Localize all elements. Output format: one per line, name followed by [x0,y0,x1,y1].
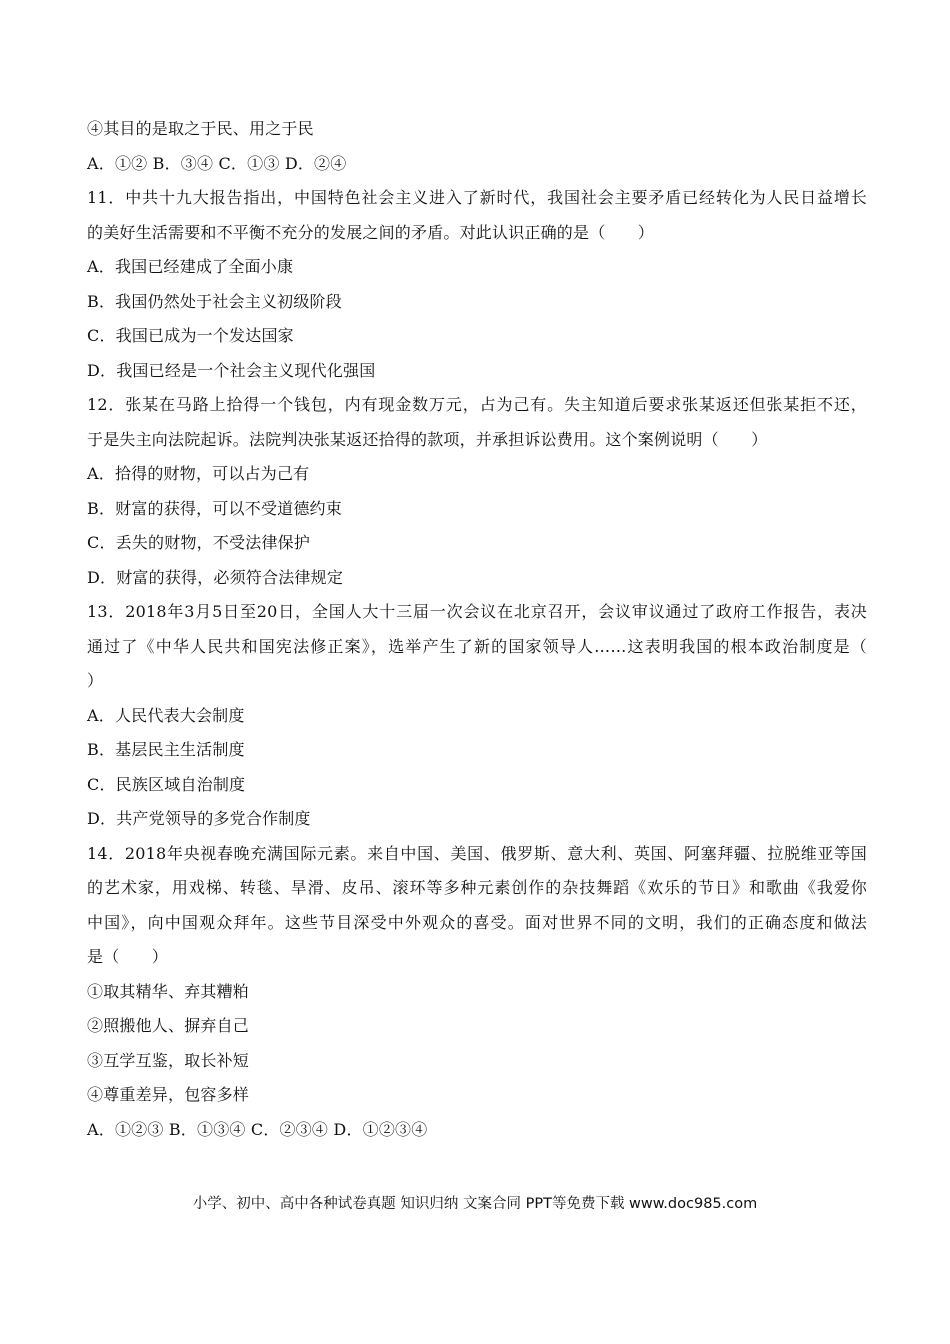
question-14-statement-1: ①取其精华、弃其糟粕 [87,981,250,1001]
answer-choices: A．①② B．③④ C．①③ D．②④ [87,153,347,173]
question-12-stem-cont: 于是失主向法院起诉。法院判决张某返还拾得的款项，并承担诉讼费用。这个案例说明（ ） [87,429,768,449]
question-12-option-c: C．丢失的财物，不受法律保护 [87,533,311,552]
question-14-answer-choices: A．①②③ B．①③④ C．②③④ D．①②③④ [87,1119,428,1139]
question-11-option-a: A．我国已经建成了全面小康 [87,257,294,276]
question-13-option-a: A．人民代表大会制度 [87,705,245,725]
question-12-option-d: D．财富的获得，必须符合法律规定 [87,567,344,587]
question-12-option-b: B．财富的获得，可以不受道德约束 [87,498,342,518]
question-14-statement-4: ④尊重差异，包容多样 [87,1085,250,1104]
question-13-option-d: D．共产党领导的多党合作制度 [87,809,311,828]
question-13-option-b: B．基层民主生活制度 [87,740,245,759]
question-14-stem: 14．2018年央视春晚充满国际元素。来自中国、美国、俄罗斯、意大利、英国、阿塞拜疆、拉脱维亚等国 [87,843,867,863]
question-14-stem-cont2: 中国》，向中国观众拜年。这些节目深受中外观众的喜受。面对世界不同的文明，我们的正确态度和做法 [87,912,867,932]
question-14-stem-cont: 的艺术家，用戏梯、转毯、旱滑、皮吊、滚环等多种元素创作的杂技舞蹈《欢乐的节日》和歌曲《我爱你 [87,878,867,897]
question-12-option-a: A．拾得的财物，可以占为己有 [87,464,310,483]
question-13-stem-end: ） [87,671,104,690]
option-line: ④其目的是取之于民、用之于民 [87,119,314,138]
question-11-stem: 11．中共十九大报告指出，中国特色社会主义进入了新时代，我国社会主要矛盾已经转化为人民日益增长 [87,188,867,207]
question-14-statement-3: ③互学互鉴，取长补短 [87,1050,250,1070]
question-13-stem: 13．2018年3月5日至20日，全国人大十三届一次会议在北京召开，会议审议通过了政府工作报告，表决 [87,602,867,621]
question-12-stem: 12．张某在马路上拾得一个钱包，内有现金数万元，占为己有。失主知道后要求张某返还但张某拒不还， [87,395,867,414]
question-14-statement-2: ②照搬他人、摒弃自己 [87,1016,250,1035]
footer-text: 小学、初中、高中各种试卷真题 知识归纳 文案合同 PPT等免费下载 www.doc985.com [192,1196,758,1212]
question-11-stem-cont: 的美好生活需要和不平衡不充分的发展之间的矛盾。对此认识正确的是（ ） [87,222,655,242]
question-13-option-c: C．民族区域自治制度 [87,774,246,794]
question-11-option-b: B．我国仍然处于社会主义初级阶段 [87,291,342,311]
question-14-stem-end: 是（ ） [87,947,169,966]
question-11-option-c: C．我国已成为一个发达国家 [87,326,294,345]
question-11-option-d: D．我国已经是一个社会主义现代化强国 [87,360,376,380]
question-13-stem-cont: 通过了《中华人民共和国宪法修正案》，选举产生了新的国家领导人……这表明我国的根本政治制度是（ [87,636,867,656]
question-content [87,112,867,1147]
